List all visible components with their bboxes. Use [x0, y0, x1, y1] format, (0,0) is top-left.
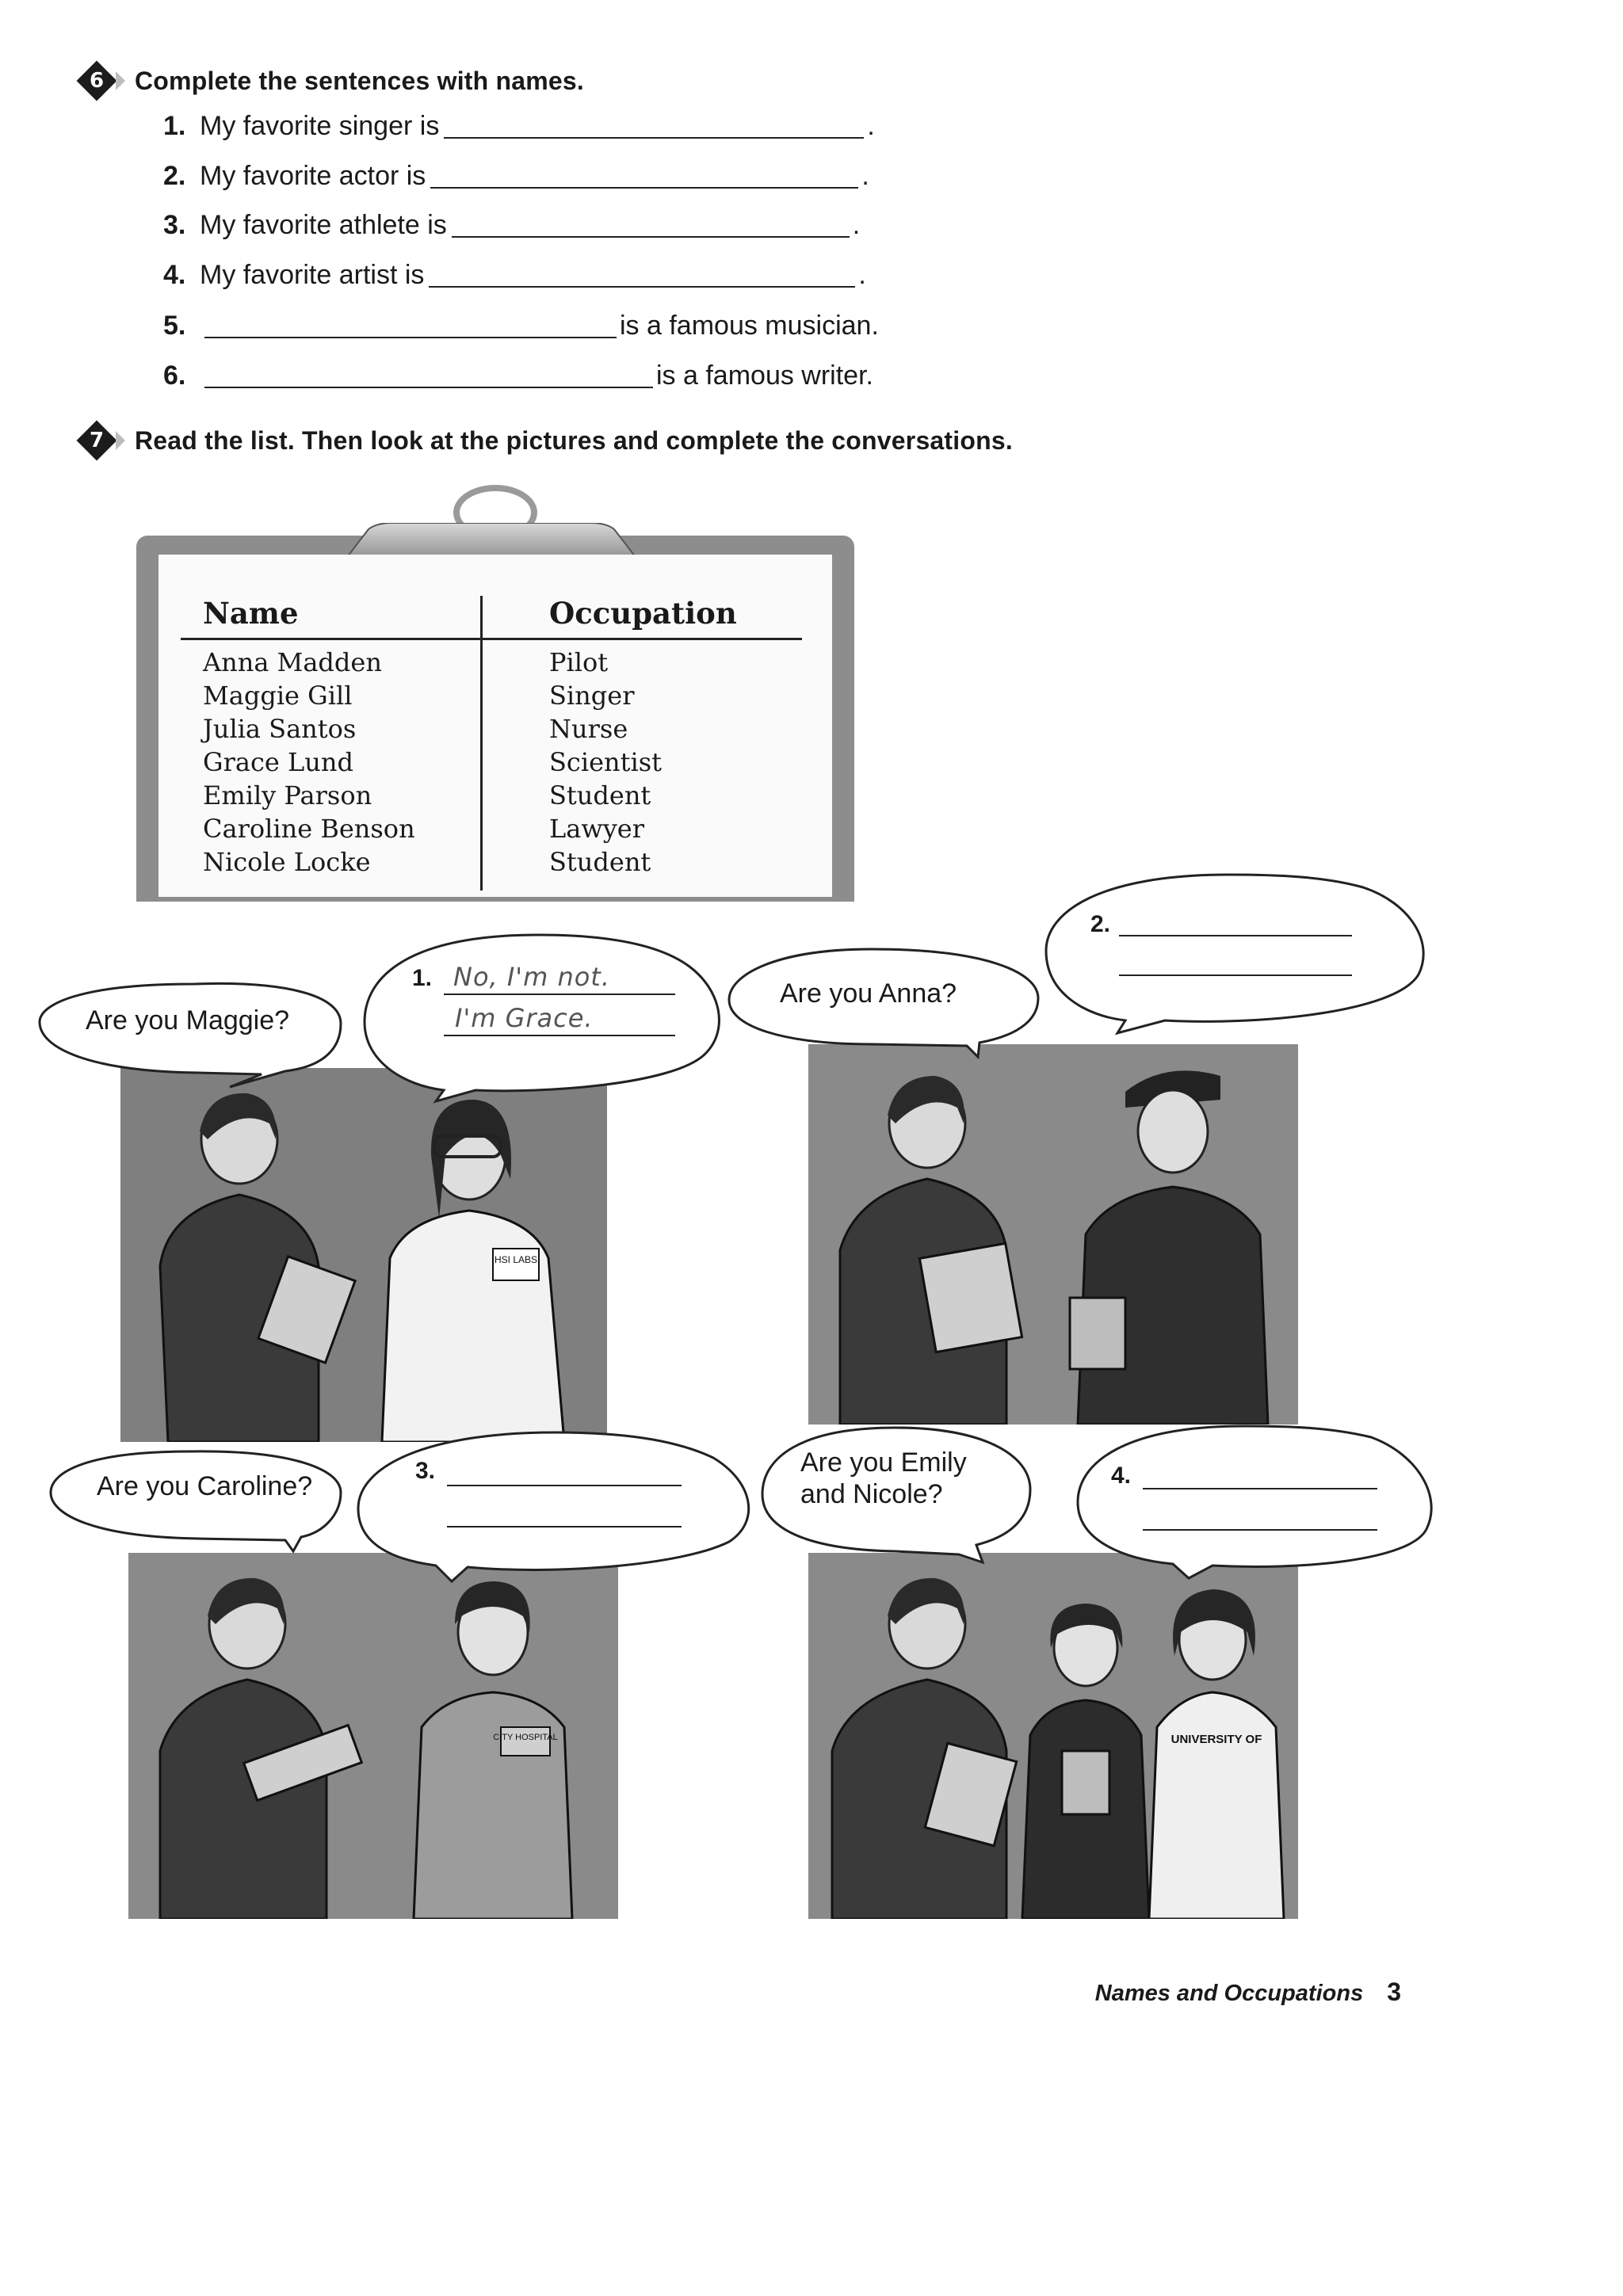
- question-1-text: Are you Maggie?: [86, 1005, 290, 1035]
- answer-2-blank-1[interactable]: [1119, 935, 1352, 936]
- answer-4-blank-1[interactable]: [1143, 1488, 1377, 1489]
- bubble-a3: [358, 1432, 749, 1581]
- question-2-text: Are you Anna?: [780, 978, 957, 1009]
- answer-1-number: 1.: [412, 965, 433, 991]
- chapter-title: Names and Occupations: [1094, 1981, 1364, 2006]
- table-cell-name: Caroline Benson: [203, 814, 415, 844]
- answer-1-rule-2: [444, 1035, 675, 1036]
- sentence-2: 2. My favorite actor is .: [163, 161, 869, 191]
- answer-1-rule-1: [444, 994, 675, 995]
- bubble-a2: [1046, 875, 1423, 1033]
- sentence-1: 1. My favorite singer is .: [163, 111, 875, 141]
- table-cell-name: Anna Madden: [203, 647, 382, 677]
- question-3-text: Are you Caroline?: [97, 1471, 313, 1501]
- sentence-5: 5. is a famous musician.: [163, 311, 879, 341]
- table-cell-name: Nicole Locke: [203, 847, 371, 877]
- answer-3-blank-2[interactable]: [447, 1526, 682, 1527]
- table-cell-name: Maggie Gill: [203, 681, 353, 711]
- table-cell-occupation: Student: [549, 780, 651, 810]
- table-cell-occupation: Nurse: [549, 714, 628, 744]
- sentence-4: 4. My favorite artist is .: [163, 260, 866, 290]
- answer-1-line-2: I'm Grace.: [455, 1003, 594, 1033]
- exercise-title: Complete the sentences with names.: [135, 66, 584, 95]
- table-cell-name: Julia Santos: [203, 714, 357, 744]
- table-cell-occupation: Lawyer: [549, 814, 645, 844]
- question-4-line-1: Are you Emily: [800, 1447, 967, 1478]
- table-cell-occupation: Pilot: [549, 647, 609, 677]
- table-header-name: Name: [203, 596, 299, 631]
- answer-4-blank-2[interactable]: [1143, 1529, 1377, 1531]
- table-header-occupation: Occupation: [549, 596, 737, 631]
- table-cell-occupation: Scientist: [549, 747, 662, 777]
- table-cell-occupation: Singer: [549, 681, 635, 711]
- table-cell-name: Emily Parson: [203, 780, 372, 810]
- exercise-number: 7: [89, 429, 105, 452]
- sentence-3: 3. My favorite athlete is .: [163, 210, 861, 240]
- university-shirt: UNIVERSITY OF: [1170, 1733, 1262, 1746]
- bubble-a4: [1078, 1426, 1431, 1578]
- nurse-badge: CITY HOSPITAL: [493, 1733, 558, 1742]
- table-cell-occupation: Student: [549, 847, 651, 877]
- answer-1-line-1: No, I'm not.: [453, 962, 611, 992]
- answer-4-number: 4.: [1111, 1463, 1132, 1489]
- exercise-number: 6: [89, 69, 105, 93]
- exercise-title: Read the list. Then look at the pictures and complete the conversations.: [135, 425, 1013, 455]
- question-4-text: [800, 1447, 967, 1510]
- page-number: 3: [1387, 1978, 1401, 2006]
- answer-2-blank-2[interactable]: [1119, 974, 1352, 976]
- answer-2-number: 2.: [1090, 911, 1111, 937]
- answer-3-blank-1[interactable]: [447, 1485, 682, 1486]
- table-cell-name: Grace Lund: [203, 747, 353, 777]
- answer-3-number: 3.: [415, 1458, 436, 1484]
- question-4-line-2: and Nicole?: [800, 1479, 943, 1509]
- sentence-6: 6. is a famous writer.: [163, 360, 873, 391]
- page-footer: [1095, 1978, 1401, 2007]
- scientist-badge: HSI LABS: [494, 1254, 538, 1265]
